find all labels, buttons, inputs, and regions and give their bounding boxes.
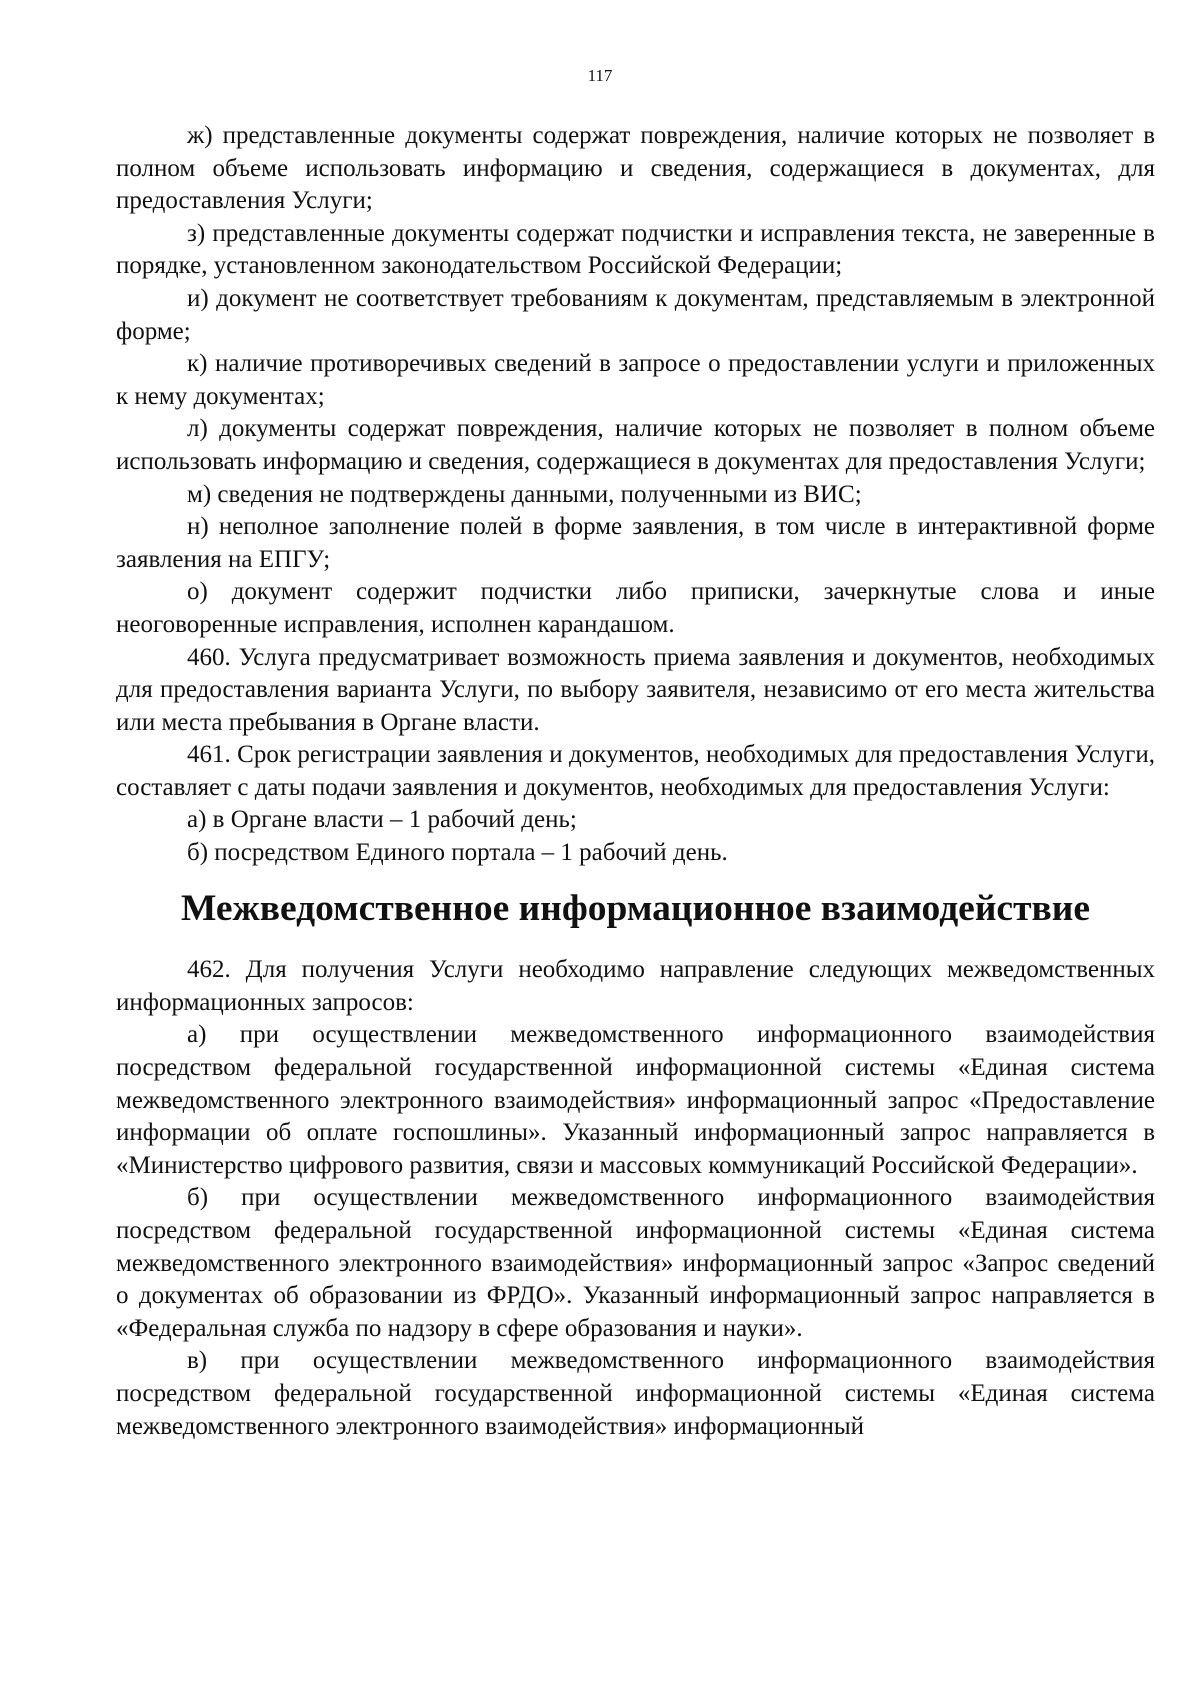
clause-462-item-v: в) при осуществлении межведомственного информационного взаимодействия посредством федеральной государственной информационной системы «Единая система межведомственного электронного взаимодействия» информационный [116, 1347, 1155, 1440]
clause-461: 461. Срок регистрации заявления и документов, необходимых для предоставления Услуги, составляет с даты подачи заявления и документов, необходимых для предоставления Услуги: [116, 741, 1155, 801]
clause-461-item-b: б) посредством Единого портала – 1 рабочий день. [187, 839, 728, 867]
list-item-zh: ж) представленные документы содержат повреждения, наличие которых не позволяет в полном объеме использовать информацию и сведения, содержащиеся в документах, для предоставления Услуги; [116, 122, 1155, 215]
clause-462-item-b: б) при осуществлении межведомственного информационного взаимодействия посредством федеральной государственной информационной системы «Единая система межведомственного электронного взаимодействия» информационный запрос «Запрос сведений о документах об образовании из ФРДО». Указанный информационный запрос направляется в «Федеральная служба по надзору в сфере образования и науки». [116, 1184, 1155, 1342]
list-item-l: л) документы содержат повреждения, наличие которых не позволяет в полном объеме использовать информацию и сведения, содержащиеся в документах для предоставления Услуги; [116, 415, 1155, 475]
list-item-i: и) документ не соответствует требованиям к документам, представляемым в электронной форме; [116, 284, 1155, 345]
list-item-z: з) представленные документы содержат подчистки и исправления текста, не заверенные в порядке, установленном законодательством Российской Федерации; [116, 219, 1155, 280]
page-number: 117 [587, 66, 613, 85]
list-item-n: н) неполное заполнение полей в форме заявления, в том числе в интерактивной форме заявления на ЕПГУ; [116, 513, 1155, 573]
clause-462-item-a: а) при осуществлении межведомственного информационного взаимодействия посредством федеральной государственной информационной системы «Единая система межведомственного электронного взаимодействия» информационный запрос «Предоставление информации об оплате госпошлины». Указанный информационный запрос направляется в «Министерство цифрового развития, связи и массовых коммуникаций Российской Федерации». [116, 1021, 1155, 1179]
list-item-k: к) наличие противоречивых сведений в запросе о предоставлении услуги и приложенных к нему документах; [116, 350, 1155, 410]
clause-462: 462. Для получения Услуги необходимо направление следующих межведомственных информационных запросов: [116, 956, 1155, 1016]
clause-461-item-a: а) в Органе власти – 1 рабочий день; [187, 806, 577, 834]
document-body [116, 120, 1155, 1443]
list-item-m: м) сведения не подтверждены данными, полученными из ВИС; [187, 480, 862, 508]
section-heading: Межведомственное информационное взаимодействие [181, 887, 1090, 929]
list-item-o: о) документ содержит подчистки либо приписки, зачеркнутые слова и иные неоговоренные исправления, исполнен карандашом. [116, 578, 1155, 638]
clause-460: 460. Услуга предусматривает возможность приема заявления и документов, необходимых для предоставления варианта Услуги, по выбору заявителя, независимо от его места жительства или места пребывания в Органе власти. [116, 643, 1155, 736]
